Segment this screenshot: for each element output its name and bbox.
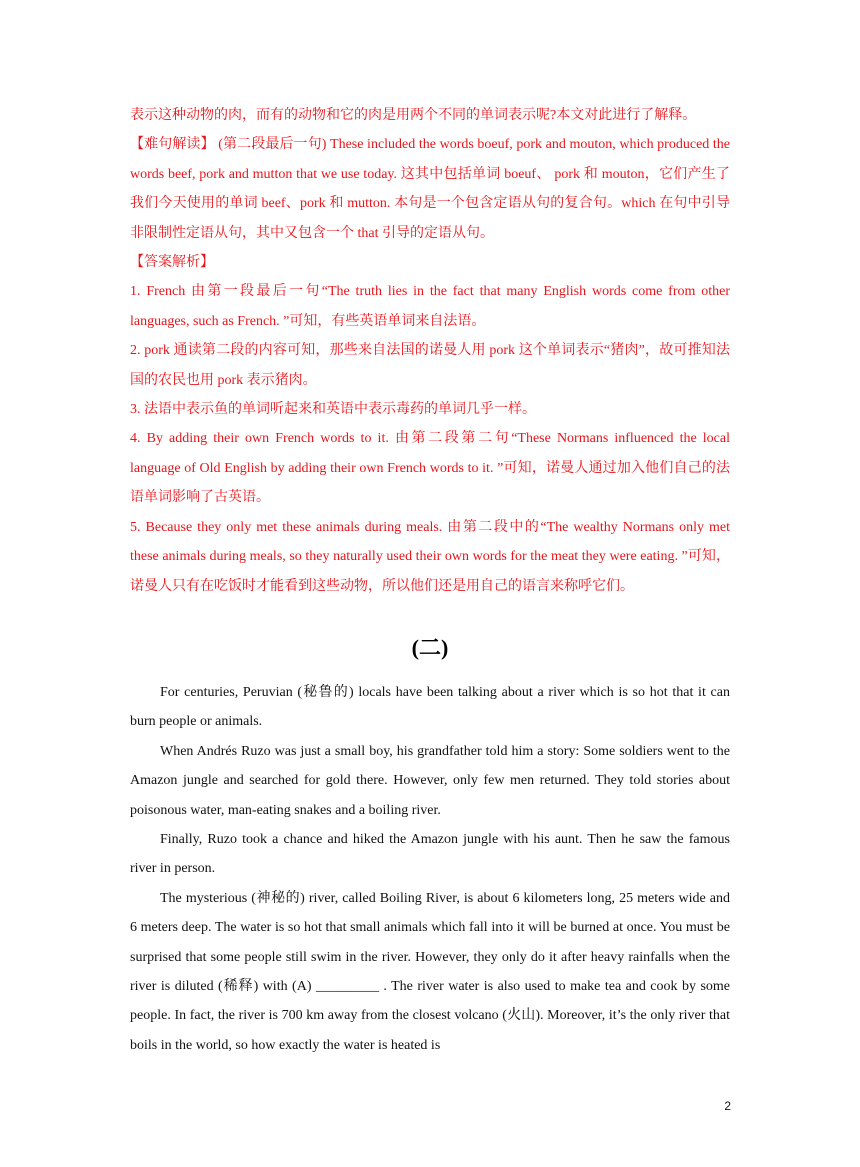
answer-2: 2. pork 通读第二段的内容可知，那些来自法国的诺曼人用 pork 这个单词表示“猪肉”，故可推知法国的农民也用 pork 表示猪肉。 bbox=[130, 343, 730, 388]
answer-heading: 【答案解析】 bbox=[130, 255, 214, 271]
passage-paragraph-4: The mysterious (神秘的) river, called Boiling River, is about 6 kilometers long, 25 meters wide and 6 meters deep. The water is so hot that small animals which fall into it will be burned at once. You must be surprised that some people still swim in the river. However, they only do it after heavy rainfalls when the river is diluted (稀释) with (A) _________ . The river water is also used to make tea and cook by some people. In fact, the river is 700 km away from the closest volcano (火山). Moreover, it’s the only river that boils in the world, so how exactly the water is heated is bbox=[130, 890, 730, 1053]
answer-4: 4. By adding their own French words to it. 由第二段第二句“These Normans influenced the local language of Old English by adding their own French words to it. ”可知，诺曼人通过加入他们自己的法语单词影响了古英语。 bbox=[130, 431, 730, 506]
passage-paragraph-1: For centuries, Peruvian (秘鲁的) locals have been talking about a river which is so hot that it can burn people or animals. bbox=[130, 684, 730, 730]
answer-3: 3. 法语中表示鱼的单词听起来和英语中表示毒药的单词几乎一样。 bbox=[130, 402, 536, 418]
document-page bbox=[130, 101, 730, 1060]
section-title: (二) bbox=[411, 634, 449, 660]
answer-5: 5. Because they only met these animals during meals. 由第二段中的“The wealthy Normans only met these animals during meals, so they naturally used their own words for the meat they were eating. ”可知，诺曼人只有在吃饭时才能看到这些动物，所以他们还是用自己的语言来称呼它们。 bbox=[130, 519, 730, 594]
passage-paragraph-2: When Andrés Ruzo was just a small boy, his grandfather told him a story: Some soldiers went to the Amazon jungle and searched for gold there. However, only few men returned. They told stories about poisonous water, man-eating snakes and a boiling river. bbox=[130, 743, 730, 818]
answer-1: 1. French 由第一段最后一句“The truth lies in the fact that many English words come from other languages, such as French. ”可知，有些英语单词来自法语。 bbox=[130, 284, 730, 329]
difficult-sentence-analysis: 【难句解读】 (第二段最后一句) These included the words boeuf, pork and mouton, which produced the words beef, pork and mutton that we use today. 这其中包括单词 boeuf、 pork 和 mouton，它们产生了我们今天使用的单词 beef、pork 和 mutton. 本句是一个包含定语从句的复合句。which 在句中引导非限制性定语从句，其中又包含一个 that 引导的定语从句。 bbox=[130, 137, 730, 241]
summary-tail: 表示这种动物的肉，而有的动物和它的肉是用两个不同的单词表示呢?本文对此进行了解释。 bbox=[130, 108, 697, 123]
page-number: 2 bbox=[724, 1099, 731, 1113]
passage-paragraph-3: Finally, Ruzo took a chance and hiked the Amazon jungle with his aunt. Then he saw the famous river in person. bbox=[130, 831, 730, 877]
